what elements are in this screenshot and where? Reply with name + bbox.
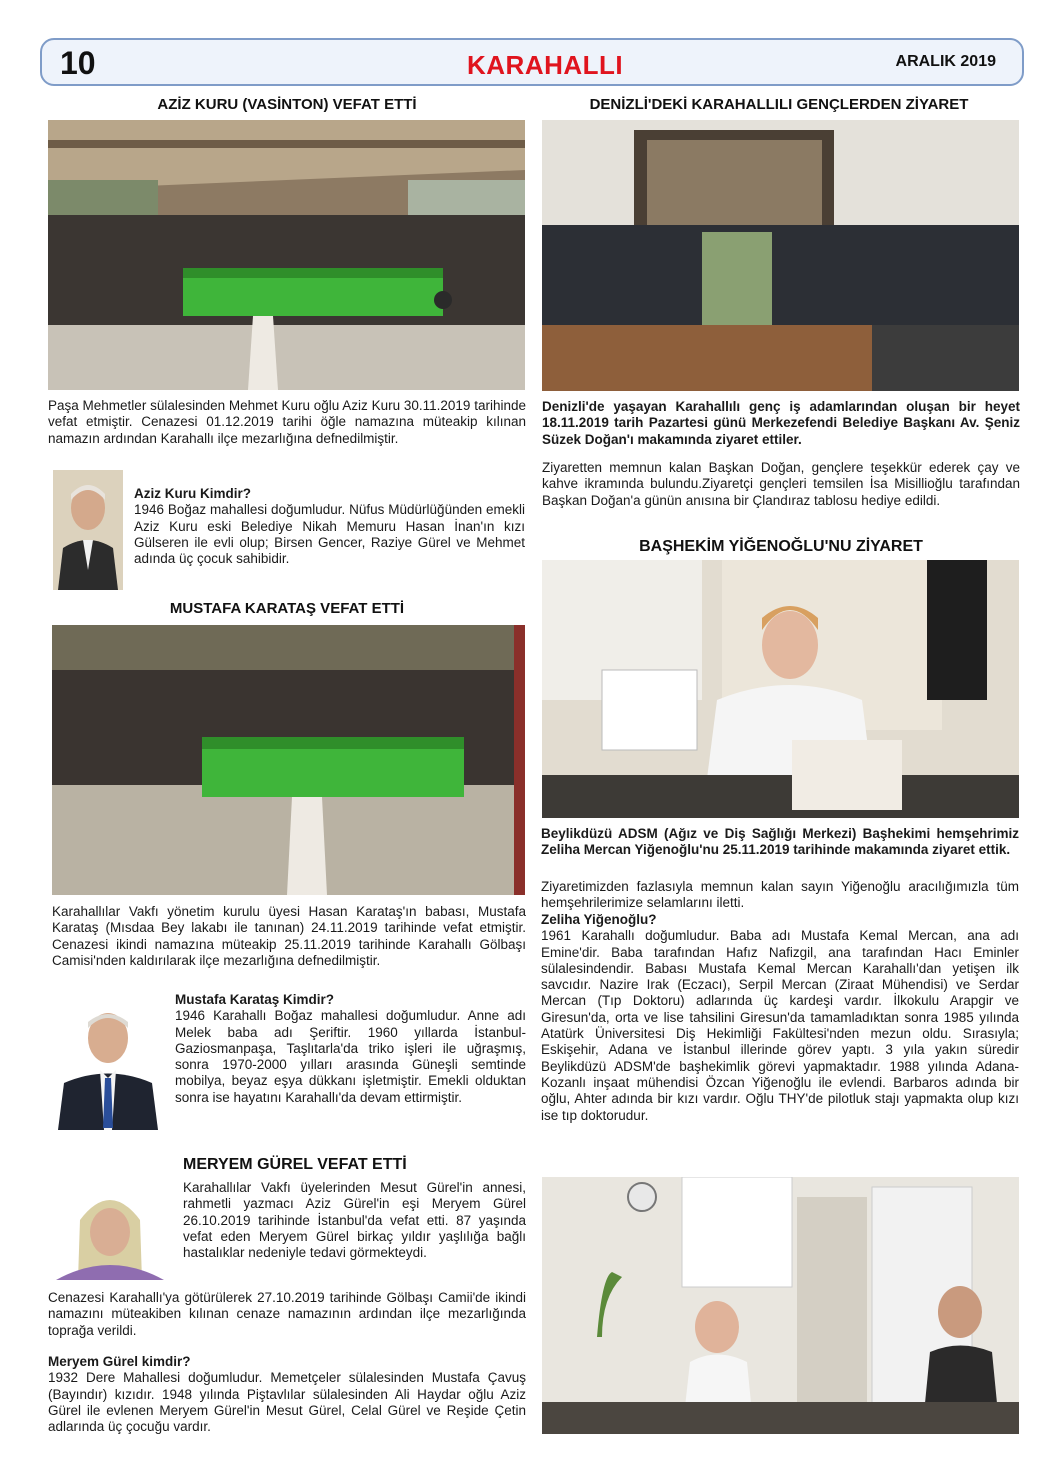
bashekim-bio-block <box>541 912 1019 1124</box>
denizli-headline: DENİZLİ'DEKİ KARAHALLILI GENÇLERDEN ZİYARET <box>589 96 969 113</box>
aziz-bio: 1946 Boğaz mahallesi doğumludur. Nüfus Müdürlüğünden emekli Aziz Kuru eski Belediye Nikah Memuru Hasan İnan'ın kızı Gülseren ile evli olup; Birsen Gencer, Raziye Gürel ve Mehmet adında üç çocuk sahibidir. <box>134 502 525 567</box>
mustafa-headline: MUSTAFA KARATAŞ VEFAT ETTİ <box>169 600 405 617</box>
masthead-title: KARAHALLI <box>467 50 624 80</box>
bashekim-bio-title: Zeliha Yiğenoğlu? <box>541 912 657 927</box>
meryem-bio: 1932 Dere Mahallesi doğumludur. Memetçeler sülalesinden Mustafa Çavuş (Bayındır) kızıdır. 1948 yılında Piştavlılar sülalesinden Ali Haydar oğlu Aziz Gürel ile evlenen Meryem Gürel'in Mesut Gürel, Celal Gürel ve Reşide Çetin adlarında üç çocuğu vardır. <box>48 1370 526 1435</box>
bashekim-body: Ziyaretimizden fazlasıyla memnun kalan sayın Yiğenoğlu aracılığımızla tüm hemşehrilerimize selamlarını iletti. <box>541 879 1019 911</box>
funeral-photo-mustafa <box>52 625 525 895</box>
visit-photo-denizli <box>542 120 1019 391</box>
issue-date: ARALIK 2019 <box>895 53 996 70</box>
meryem-body1: Karahallılar Vakfı üyelerinden Mesut Gürel'in annesi, rahmetli yazmacı Aziz Gürel'in eşi Meryem Gürel 26.10.2019 tarihinde İstanbul'da vefat etti. 87 yaşında vefat eden Meryem Gürel birkaç yıldır yaşlılığa bağlı hastalıklar nedeniyle tedavi görmekteydi. <box>183 1180 526 1261</box>
aziz-body: Paşa Mehmetler sülalesinden Mehmet Kuru oğlu Aziz Kuru 30.11.2019 tarihinde vefat etmiştir. Cenazesi 01.12.2019 tarihi öğle namazına müteakip kılınan namazın ardından Karahallı ilçe mezarlığına defnedilmiştir. <box>48 398 526 446</box>
aziz-bio-block <box>134 486 525 567</box>
mustafa-bio-title: Mustafa Karataş Kimdir? <box>175 992 335 1007</box>
page-number: 10 <box>60 45 96 81</box>
meryem-bio-title: Meryem Gürel kimdir? <box>48 1354 191 1369</box>
funeral-photo-aziz <box>48 120 525 390</box>
meryem-headline: MERYEM GÜREL VEFAT ETTİ <box>183 1156 407 1173</box>
aziz-headline: AZİZ KURU (VASİNTON) VEFAT ETTİ <box>157 96 417 113</box>
mustafa-bio: 1946 Karahallı Boğaz mahallesi doğumludur. Anne adı Melek baba adı Şeriftir. 1960 yıllarda İstanbul-Gaziosmanpaşa, Taşlıtarla'da triko işleri ile uğraşmış, sonra 1970-2000 yılları arasında Güneşli semtinde mobilya, beyaz eşya dükkanı işletmiştir. Emekli olduktan sonra ise hayatını Karahallı'da devam ettirmiştir. <box>175 1008 526 1105</box>
page-header <box>40 38 1024 86</box>
mustafa-bio-block <box>175 992 526 1106</box>
doctor-photo-visit <box>542 1177 1019 1434</box>
aziz-bio-title: Aziz Kuru Kimdir? <box>134 486 251 501</box>
denizli-body: Ziyaretten memnun kalan Başkan Doğan, gençlere teşekkür ederek çay ve kahve ikramında bulundu.Ziyaretçi gençleri temsilen İsa Misillioğlu tarafından Başkan Doğan'a günün anısına bir Çlandıraz tablosu hediye edildi. <box>542 460 1020 508</box>
denizli-lead: Denizli'de yaşayan Karahallılı genç iş adamlarından oluşan bir heyet 18.11.2019 tarih Pazartesi günü Merkezefendi Belediye Başkanı Av. Şeniz Süzek Doğan'ı makamında ziyaret ettiler. <box>542 399 1020 447</box>
portrait-aziz <box>53 470 123 590</box>
portrait-meryem <box>48 1180 172 1280</box>
bashekim-bio: 1961 Karahallı doğumludur. Baba adı Mustafa Kemal Mercan, ana adı Emine'dir. Baba tarafından Hafız Nafizgil, ana tarafından Hacı Eminler sülalesindendir. Babası Mustafa Kemal Mercan Karahallı'dan yetişen ilk savcıdır. Nazire Irak (Eczacı), Serpil Mercan (Ziraat Mühendisi) ve Serdar Mercan (Tıp Doktoru) adlarında üç kardeşi vardır. İlkokulu Arapgir ve Giresun'da, orta ve lise tahsilini Giresun'da tamamladıktan sonra 1985 yılında Atatürk Üniversitesi Diş Hekimliği Fakültesi'nden mezun oldu. Sırasıyla; Eskişehir, Adana ve İstanbul illerinde görev yaptı. 3 yıla yakın süredir Beylikdüzü ADSM'de başhekimlik görevi yapmaktadır. 1988 yılında Adana- Kozanlı inşaat mühendisi Özcan Yiğenoğlu ile evlendi. Barbaros adında bir oğlu, Ahter adında bir kızı vardır. Oğlu THY'de pilotluk stajı yapmakta olup kızı ise tıp doktorudur. <box>541 928 1019 1123</box>
mustafa-body: Karahallılar Vakfı yönetim kurulu üyesi Hasan Karataş'ın babası, Mustafa Karataş (Mısdaa Bey lakabı ile tanınan) 24.11.2019 tarihinde vefat etmiştir. Cenazesi ikindi namazına müteakip 25.11.2019 tarihinde Karahallı Gölbaşı Camisi'nden kaldırılarak ilçe mezarlığına defnedilmiştir. <box>52 904 526 968</box>
bashekim-headline: BAŞHEKİM YİĞENOĞLU'NU ZİYARET <box>639 538 923 555</box>
portrait-mustafa <box>50 998 166 1130</box>
doctor-photo-office <box>542 560 1019 818</box>
meryem-bio-block <box>48 1354 526 1435</box>
meryem-body2: Cenazesi Karahallı'ya götürülerek 27.10.2019 tarihinde Gölbaşı Camii'de ikindi namazını müteakiben kılınan cenaze namazının ardından ilçe mezarlığında toprağa verildi. <box>48 1290 526 1338</box>
bashekim-lead: Beylikdüzü ADSM (Ağız ve Diş Sağlığı Merkezi) Başhekimi hemşehrimiz Zeliha Mercan Yiğenoğlu'nu 25.11.2019 tarihinde makamında ziyaret ettik. <box>541 826 1019 858</box>
